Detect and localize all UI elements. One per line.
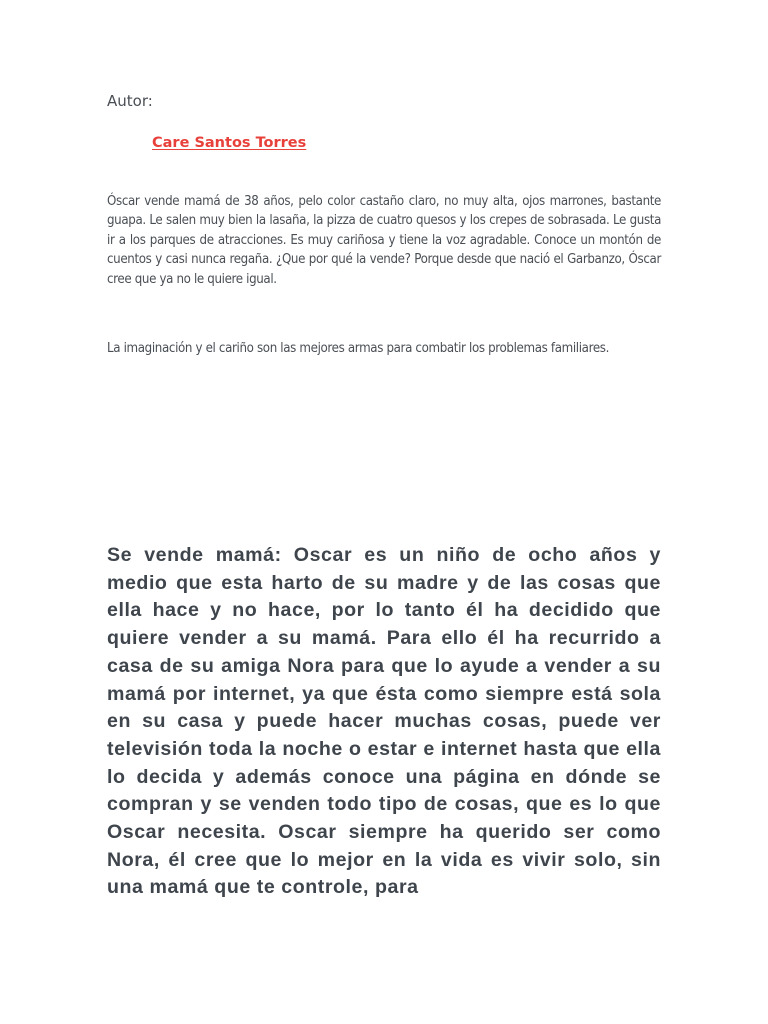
author-label: Autor:	[107, 92, 153, 110]
tagline-paragraph: La imaginación y el cariño son las mejores armas para combatir los problemas familiares.	[107, 341, 610, 356]
summary-paragraph: Se vende mamá: Oscar es un niño de ocho años y medio que esta harto de su madre y de las cosas que ella hace y no hace, por lo tanto él ha decidido que quiere vender a su mamá. Para ello él ha recurrido a casa de su amiga Nora para que lo ayude a vender a su mamá por internet, ya que ésta como siempre está sola en su casa y puede hacer muchas cosas, puede ver televisión toda la noche o estar e internet hasta que ella lo decida y además conoce una página en dónde se compran y se venden todo tipo de cosas, que es lo que Oscar necesita. Oscar siempre ha querido ser como Nora, él cree que lo mejor en la vida es vivir solo, sin una mamá que te controle, para	[107, 544, 661, 899]
synopsis-paragraph: Óscar vende mamá de 38 años, pelo color castaño claro, no muy alta, ojos marrones, bastante guapa. Le salen muy bien la lasaña, la pizza de cuatro quesos y los crepes de sobrasada. Le gusta ir a los parques de atracciones. Es muy cariñosa y tiene la voz agradable. Conoce un montón de cuentos y casi nunca regaña. ¿Que por qué la vende? Porque desde que nació el Garbanzo, Óscar cree que ya no le quiere igual.	[107, 194, 661, 287]
author-name-link[interactable]: Care Santos Torres	[152, 135, 307, 151]
